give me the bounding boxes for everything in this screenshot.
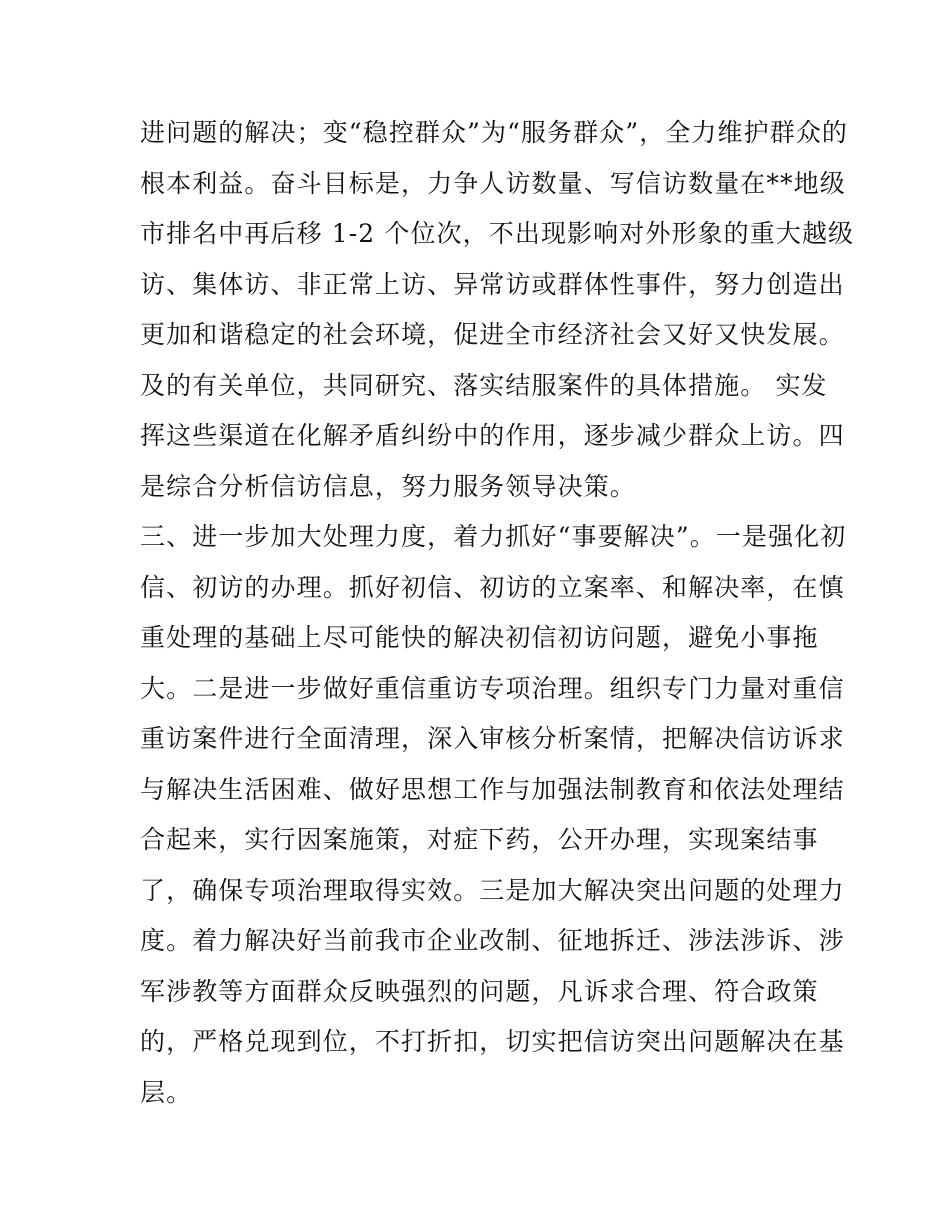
text-line: 合起来，实行因案施策，对症下药，公开办理，实现案结事 <box>140 825 819 854</box>
text-line: 了，确保专项治理取得实效。三是加大解决突出问题的处理力 <box>140 875 845 905</box>
text-line: 军涉教等方面群众反映强烈的问题，凡诉求合理、符合政策 <box>140 976 819 1006</box>
text-line: 层。 <box>140 1077 193 1107</box>
text-line: 的，严格兑现到位，不打折扣，切实把信访突出问题解决在基 <box>140 1027 845 1056</box>
text-line: 与解决生活困难、做好思想工作与加强法制教育和依法处理结 <box>140 774 845 804</box>
text-line: 是综合分析信访信息，努力服务领导决策。 <box>140 471 636 501</box>
text-line: 信、初访的办理。抓好初信、初访的立案率、和解决率，在慎 <box>140 572 845 602</box>
text-line: 三、进一步加大处理力度，着力抓好“事要解决”。一是强化初 <box>140 522 847 551</box>
text-line: 进问题的解决；变“稳控群众”为“服务群众”，全力维护群众的 <box>140 118 849 147</box>
text-line: 市排名中再后移 1-2 个位次，不出现影响对外形象的重大越级 <box>140 219 855 248</box>
text-line: 访、集体访、非正常上访、异常访或群体性事件，努力创造出 <box>140 269 845 299</box>
text-line: 及的有关单位，共同研究、落实结服案件的具体措施。 实发 <box>140 370 828 400</box>
text-line: 度。着力解决好当前我市企业改制、征地拆迁、涉法涉诉、涉 <box>140 926 845 955</box>
text-line: 重处理的基础上尽可能快的解决初信初访问题，避免小事拖 <box>140 623 819 652</box>
text-line: 根本利益。奋斗目标是，力争人访数量、写信访数量在**地级 <box>140 168 846 198</box>
text-line: 更加和谐稳定的社会环境，促进全市经济社会又好又快发展。 <box>140 320 845 349</box>
text-line: 挥这些渠道在化解矛盾纠纷中的作用，逐步减少群众上访。四 <box>140 421 845 450</box>
text-line: 重访案件进行全面清理，深入审核分析案情，把解决信访诉求 <box>140 724 845 753</box>
text-line: 大。二是进一步做好重信重访专项治理。组织专门力量对重信 <box>140 673 845 703</box>
body-text <box>140 108 855 1118</box>
